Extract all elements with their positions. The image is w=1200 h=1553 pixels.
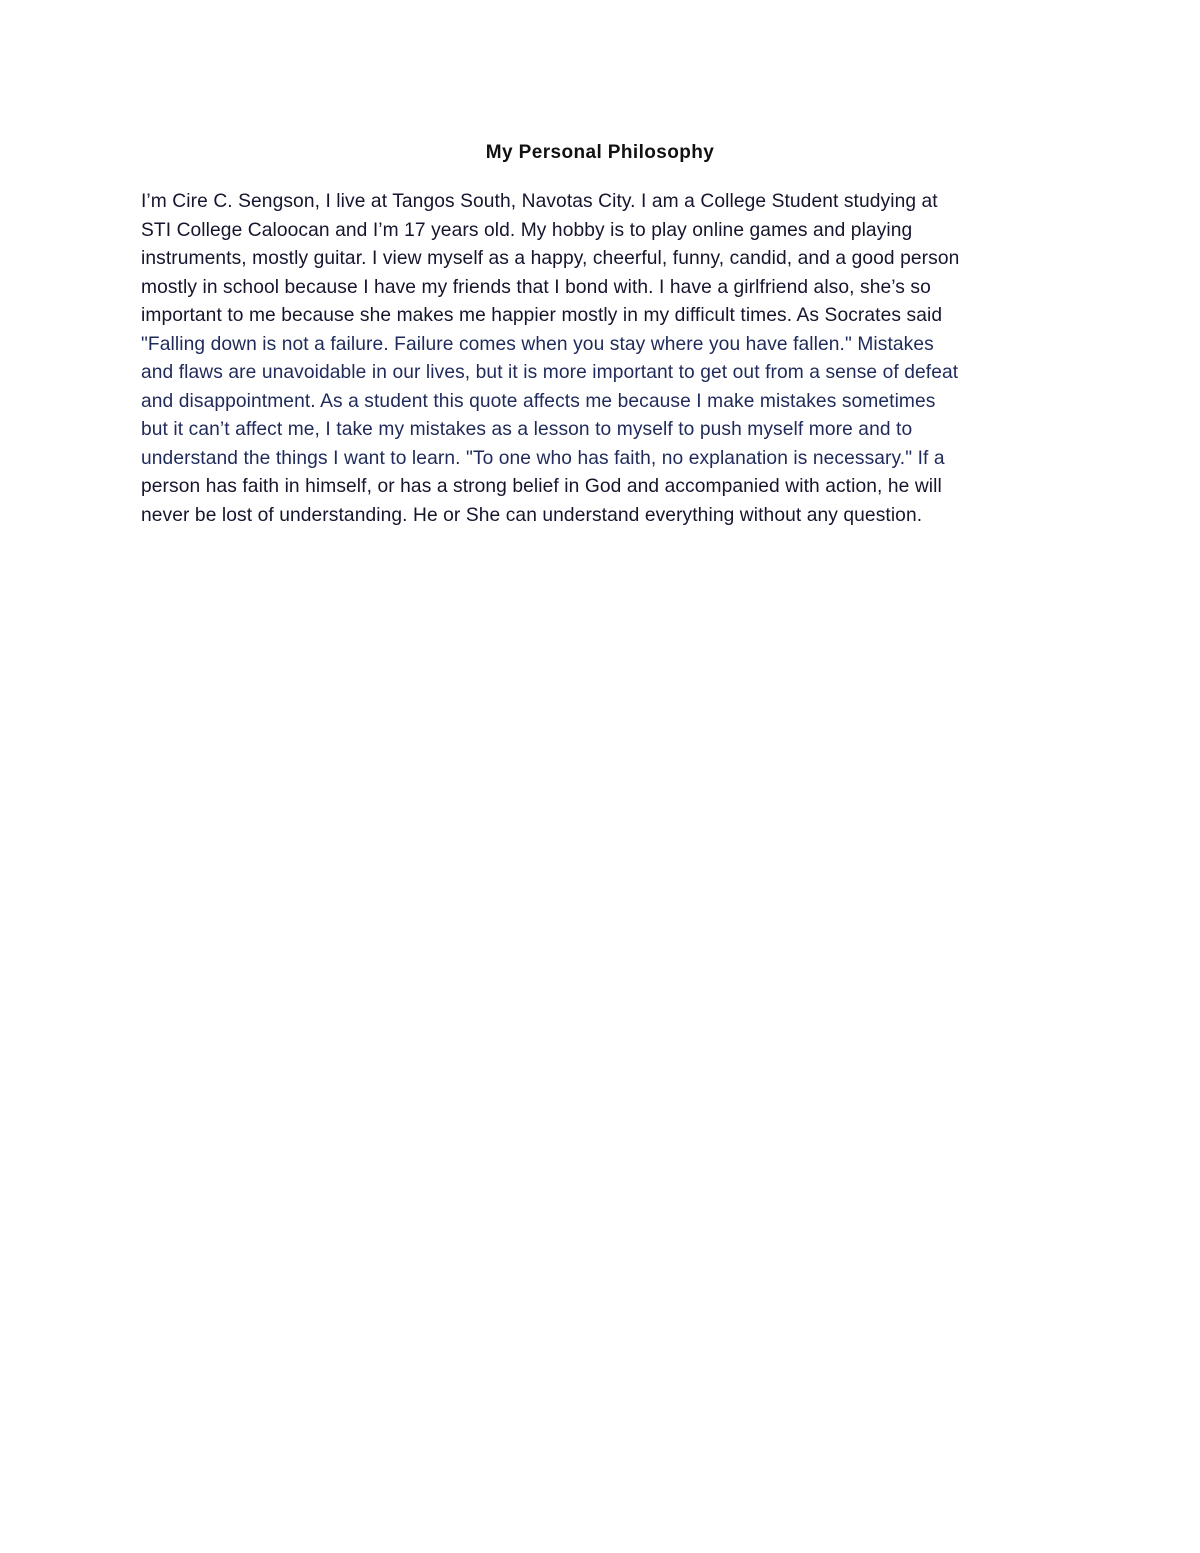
paragraph-line: never be lost of understanding. He or She can understand everything without any question. [141,504,923,526]
body-paragraph [141,188,1071,530]
paragraph-line: and flaws are unavoidable in our lives, but it is more important to get out from a sense of defeat [141,362,959,383]
paragraph-line: instruments, mostly guitar. I view myself as a happy, cheerful, funny, candid, and a good person [141,248,960,269]
paragraph-line: important to me because she makes me happier mostly in my difficult times. As Socrates said [141,305,943,326]
paragraph-line: person has faith in himself, or has a strong belief in God and accompanied with action, he will [141,476,942,497]
paragraph-line: and disappointment. As a student this quote affects me because I make mistakes sometimes [141,390,936,412]
paragraph-line: STI College Caloocan and I’m 17 years old. My hobby is to play online games and playing [141,219,913,241]
paragraph-line: I’m Cire C. Sengson, I live at Tangos South, Navotas City. I am a College Student studying at [141,191,938,212]
document-title: My Personal Philosophy [485,142,715,163]
paragraph-line: "Falling down is not a failure. Failure comes when you stay where you have fallen." Mistakes [141,333,934,355]
paragraph-line: understand the things I want to learn. "To one who has faith, no explanation is necessary." If a [141,447,945,469]
paragraph-line: mostly in school because I have my friends that I bond with. I have a girlfriend also, she’s so [141,276,931,298]
paragraph-line: but it can’t affect me, I take my mistakes as a lesson to myself to push myself more and to [141,419,913,440]
